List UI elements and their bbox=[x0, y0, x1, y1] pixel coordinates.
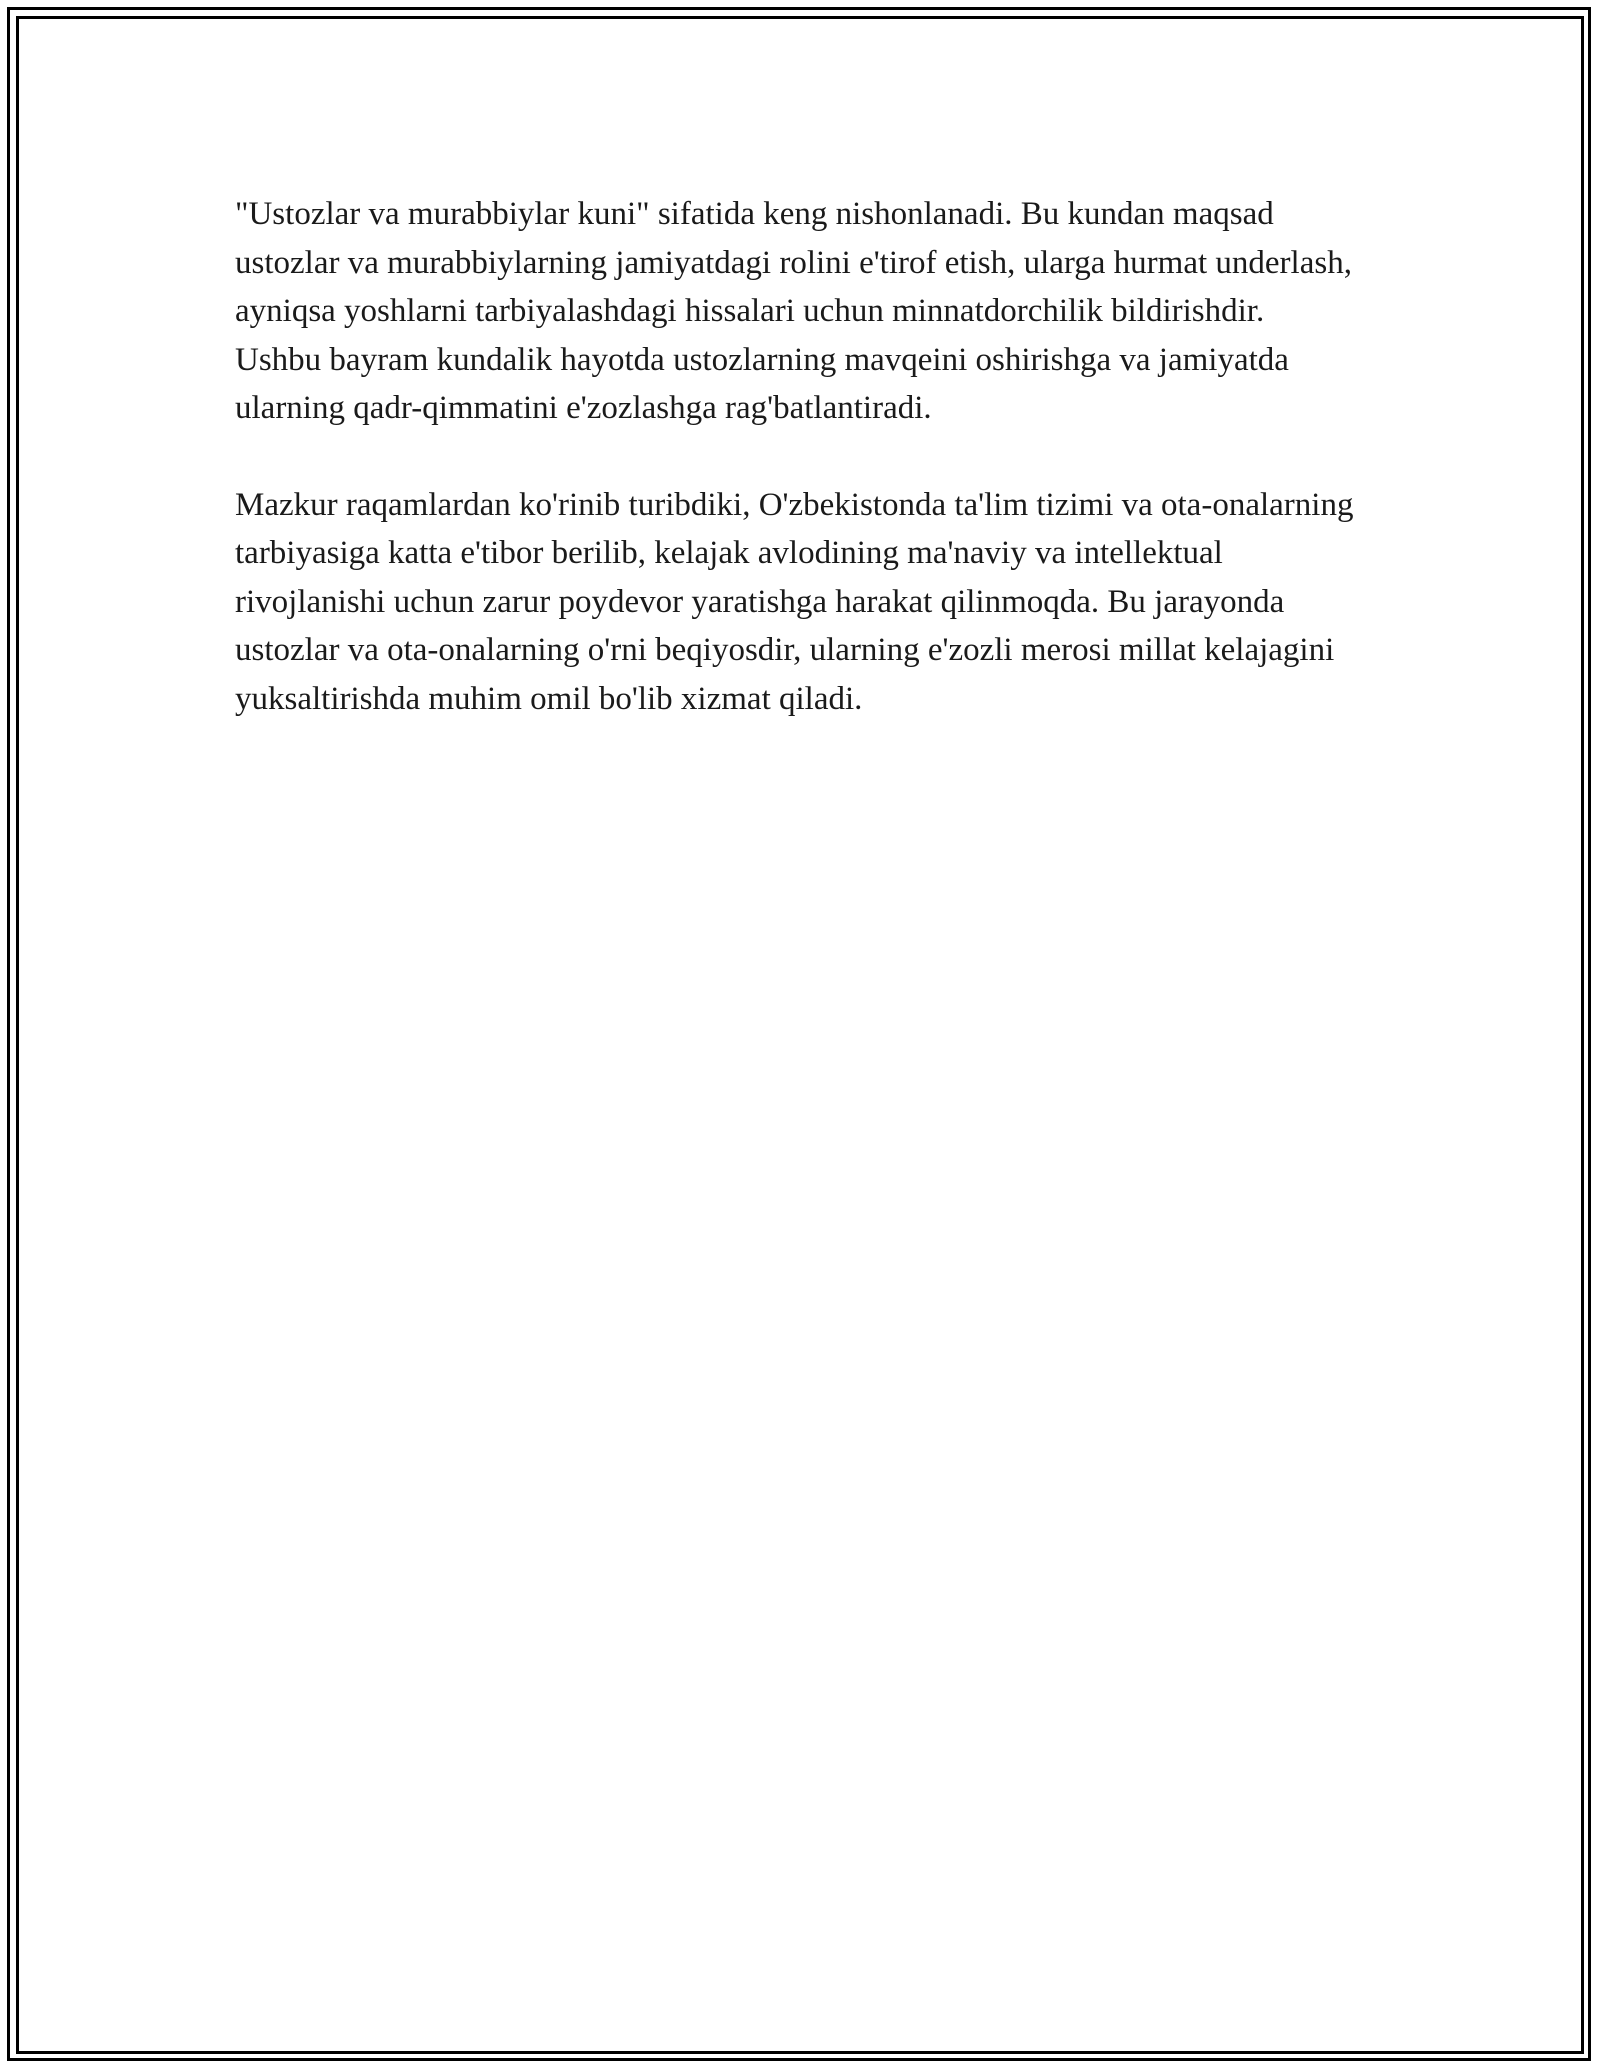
paragraph-2: Mazkur raqamlardan ko'rinib turibdiki, O'zbekistonda ta'lim tizimi va ota-onalarning tarbiyasiga katta e'tibor berilib, kelajak avlodining ma'naviy va intellektual rivojlanishi uchun zarur poydevor yaratishga harakat qilinmoqda. Bu jarayonda ustozlar va ota-onalarning o'rni beqiyosdir, ularning e'zozli merosi millat kelajagini yuksaltirishda muhim omil bo'lib xizmat qiladi. bbox=[235, 486, 1354, 717]
paragraph-1: "Ustozlar va murabbiylar kuni" sifatida keng nishonlanadi. Bu kundan maqsad ustozlar va murabbiylarning jamiyatdagi rolini e'tirof etish, ularga hurmat underlash, ayniqsa yoshlarni tarbiyalashdagi hissalari uchun minnatdorchilik bildirishdir. Ushbu bayram kundalik hayotda ustozlarning mavqeini oshirishga va jamiyatda ularning qadr-qimmatini e'zozlashga rag'batlantiradi. bbox=[235, 196, 1352, 426]
document-body bbox=[235, 190, 1355, 771]
